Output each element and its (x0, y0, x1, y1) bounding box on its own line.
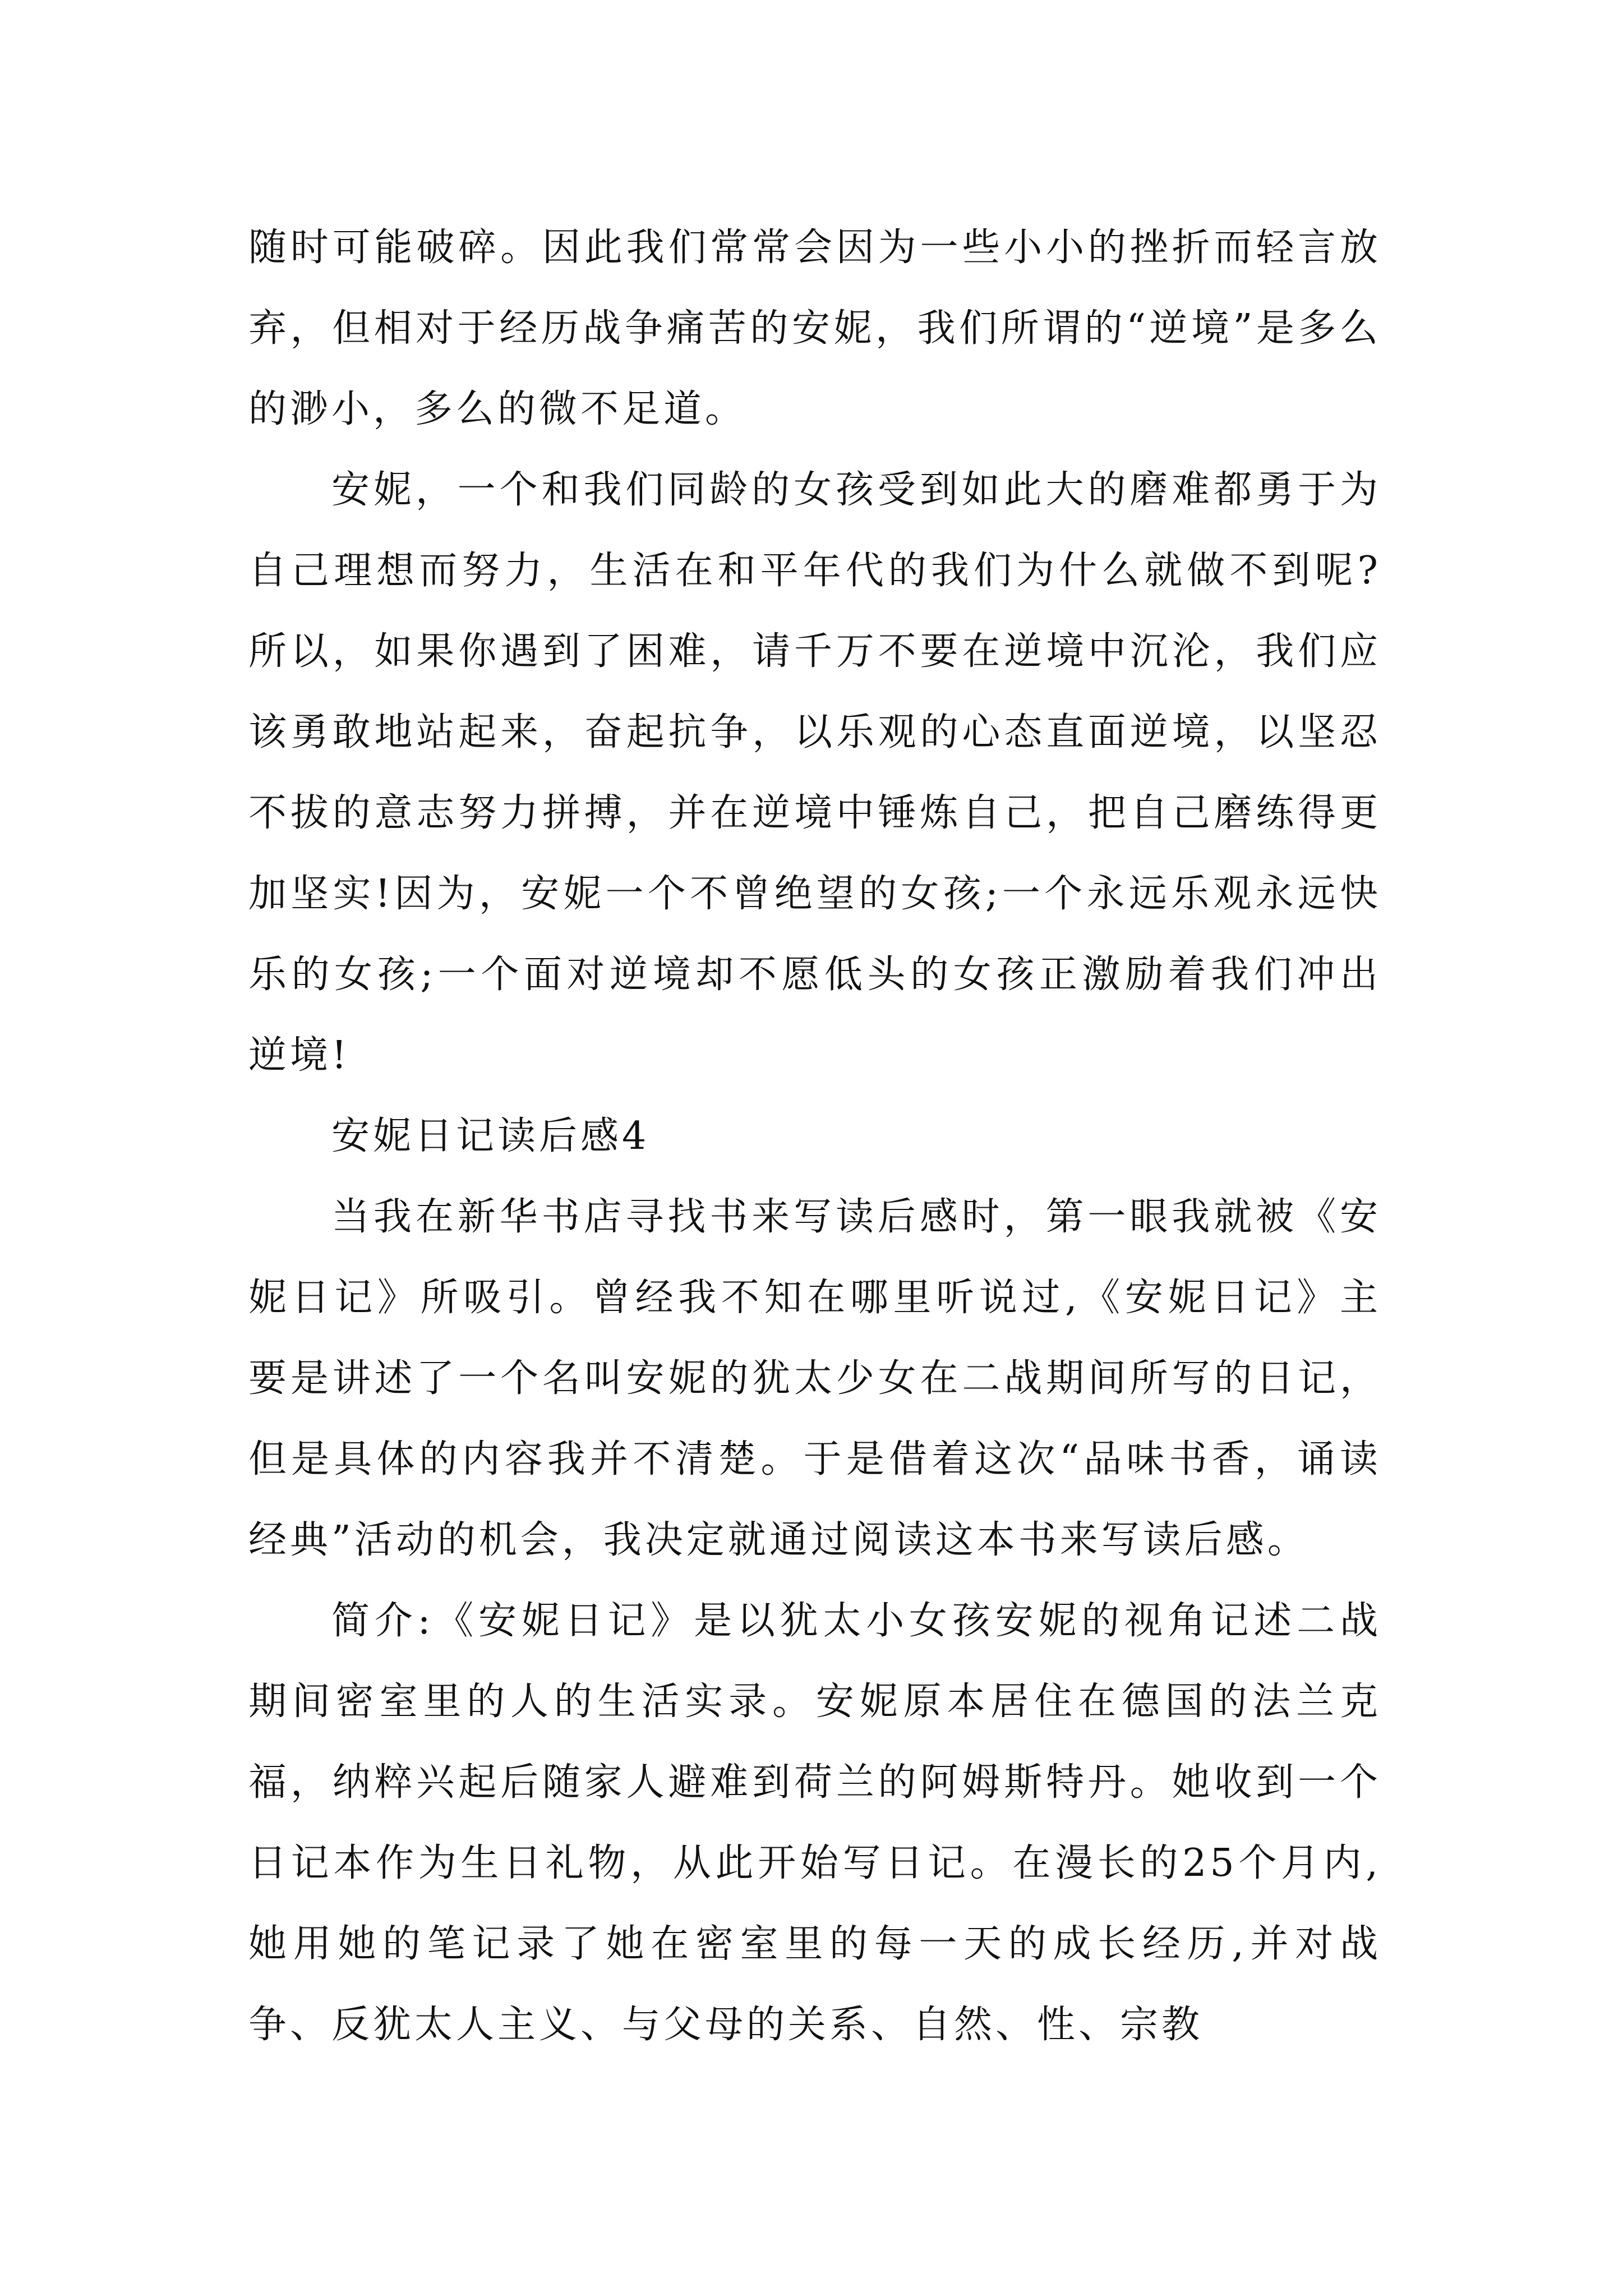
paragraph-annie-courage: 安妮，一个和我们同龄的女孩受到如此大的磨难都勇于为自己理想而努力，生活在和平年代的我们为什么就做不到呢?所以，如果你遇到了困难，请千万不要在逆境中沉沦，我们应该勇敢地站起来，奋起抗争，以乐观的心态直面逆境，以坚忍不拔的意志努力拼搏，并在逆境中锤炼自己，把自己磨练得更加坚实!因为，安妮一个不曾绝望的女孩;一个永远乐观永远快乐的女孩;一个面对逆境却不愿低头的女孩正激励着我们冲出逆境! (248, 468, 1381, 1078)
section-heading: 安妮日记读后感4 (331, 1114, 650, 1158)
paragraph-continuation: 随时可能破碎。因此我们常常会因为一些小小的挫折而轻言放弃，但相对于经历战争痛苦的安妮，我们所谓的“逆境”是多么的渺小，多么的微不足道。 (248, 226, 1381, 431)
paragraph-summary: 简介:《安妮日记》是以犹太小女孩安妮的视角记述二战期间密室里的人的生活实录。安妮原本居住在德国的法兰克福，纳粹兴起后随家人避难到荷兰的阿姆斯特丹。她收到一个日记本作为生日礼物，从此开始写日记。在漫长的25个月内,她用她的笔记录了她在密室里的每一天的成长经历,并对战争、反犹太人主义、与父母的关系、自然、性、宗教 (248, 1599, 1381, 2047)
paragraph-bookstore: 当我在新华书店寻找书来写读后感时，第一眼我就被《安妮日记》所吸引。曾经我不知在哪里听说过,《安妮日记》主要是讲述了一个名叫安妮的犹太少女在二战期间所写的日记，但是具体的内容我并不清楚。于是借着这次“品味书香，诵读经典”活动的机会，我决定就通过阅读这本书来写读后感。 (248, 1195, 1381, 1562)
document-body (248, 208, 1381, 2065)
